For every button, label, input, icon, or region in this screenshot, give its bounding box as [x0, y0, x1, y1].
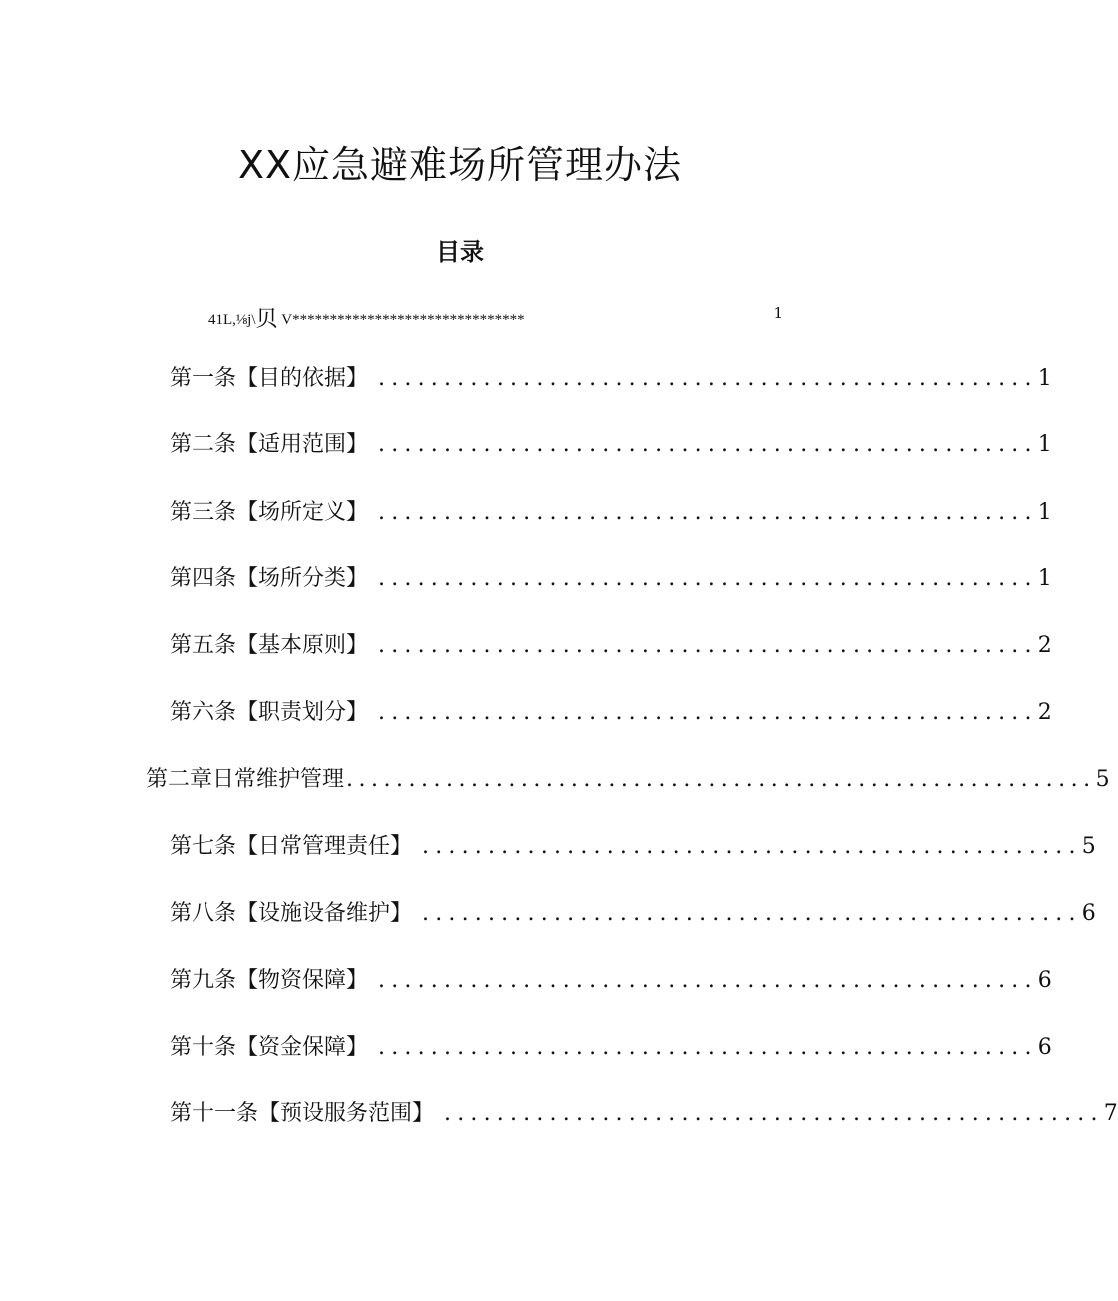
toc-entry-page: 5	[1095, 767, 1110, 792]
toc-leader-dots: ..................................................	[422, 901, 1082, 926]
document-title: XX应急避难场所管理办法	[237, 143, 683, 187]
toc-entry-label: 第十一条【预设服务范围】	[170, 1101, 435, 1126]
toc-leader-dots: ..................................................	[378, 500, 1038, 525]
toc-entry-garbled-page: 1	[773, 304, 783, 322]
toc-entry-garbled[interactable]	[208, 298, 783, 331]
toc-entry-label: 第九条【物资保障】	[170, 968, 369, 993]
toc-leader-dots: ..................................................	[378, 1035, 1038, 1060]
toc-entry-label: 第二条【适用范围】	[170, 432, 369, 457]
toc-entry-article-6[interactable]	[170, 696, 1052, 730]
toc-entry-article-5[interactable]	[170, 629, 1052, 663]
toc-entry-page: 1	[1037, 566, 1052, 591]
toc-leader-dots: ..................................................	[378, 700, 1038, 725]
toc-entry-page: 6	[1037, 968, 1052, 993]
toc-leader-dots: ..................................................	[378, 432, 1038, 457]
toc-entry-label: 第五条【基本原则】	[170, 633, 369, 658]
toc-entry-chapter-2[interactable]	[146, 763, 1110, 797]
toc-leader-dots: ..................................................	[378, 968, 1038, 993]
toc-entry-article-4[interactable]	[170, 562, 1052, 596]
toc-entry-article-7[interactable]	[170, 830, 1096, 864]
toc-leader-dots: ..................................................	[378, 566, 1038, 591]
toc-entry-page: 1	[1037, 366, 1052, 391]
toc-entry-label: 第十条【资金保障】	[170, 1035, 369, 1060]
toc-entry-page: 7	[1103, 1101, 1118, 1126]
toc-entry-article-3[interactable]	[170, 496, 1052, 530]
toc-leader-dots: ..................................................	[422, 834, 1082, 859]
toc-leader-dots: ..................................................	[444, 1101, 1104, 1126]
toc-entry-garbled-label: 41L,⅛j\贝 V*******************************	[208, 306, 525, 331]
toc-entry-label: 第四条【场所分类】	[170, 566, 369, 591]
toc-entry-label: 第八条【设施设备维护】	[170, 901, 413, 926]
toc-entry-article-1[interactable]	[170, 362, 1052, 396]
toc-leader-dots: ..................................................	[378, 633, 1038, 658]
toc-heading: 目录	[436, 237, 484, 266]
toc-entry-page: 2	[1037, 700, 1052, 725]
toc-entry-page: 5	[1081, 834, 1096, 859]
toc-entry-article-8[interactable]	[170, 897, 1096, 931]
toc-entry-label: 第七条【日常管理责任】	[170, 834, 413, 859]
toc-entry-article-10[interactable]	[170, 1031, 1052, 1065]
toc-entry-page: 6	[1037, 1035, 1052, 1060]
toc-leader-dots: ..................................................	[378, 366, 1038, 391]
toc-entry-article-2[interactable]	[170, 428, 1052, 462]
toc-entry-label: 第一条【目的依据】	[170, 366, 369, 391]
toc-entry-label: 第三条【场所定义】	[170, 500, 369, 525]
toc-entry-label: 第六条【职责划分】	[170, 700, 369, 725]
toc-entry-page: 1	[1037, 432, 1052, 457]
toc-entry-page: 2	[1037, 633, 1052, 658]
toc-entry-article-11[interactable]	[170, 1097, 1118, 1131]
toc-entry-article-9[interactable]	[170, 964, 1052, 998]
toc-entry-page: 6	[1081, 901, 1096, 926]
toc-leader-dots: ............................................................	[346, 767, 1096, 792]
toc-entry-label: 第二章日常维护管理	[146, 767, 345, 792]
toc-entry-page: 1	[1037, 500, 1052, 525]
